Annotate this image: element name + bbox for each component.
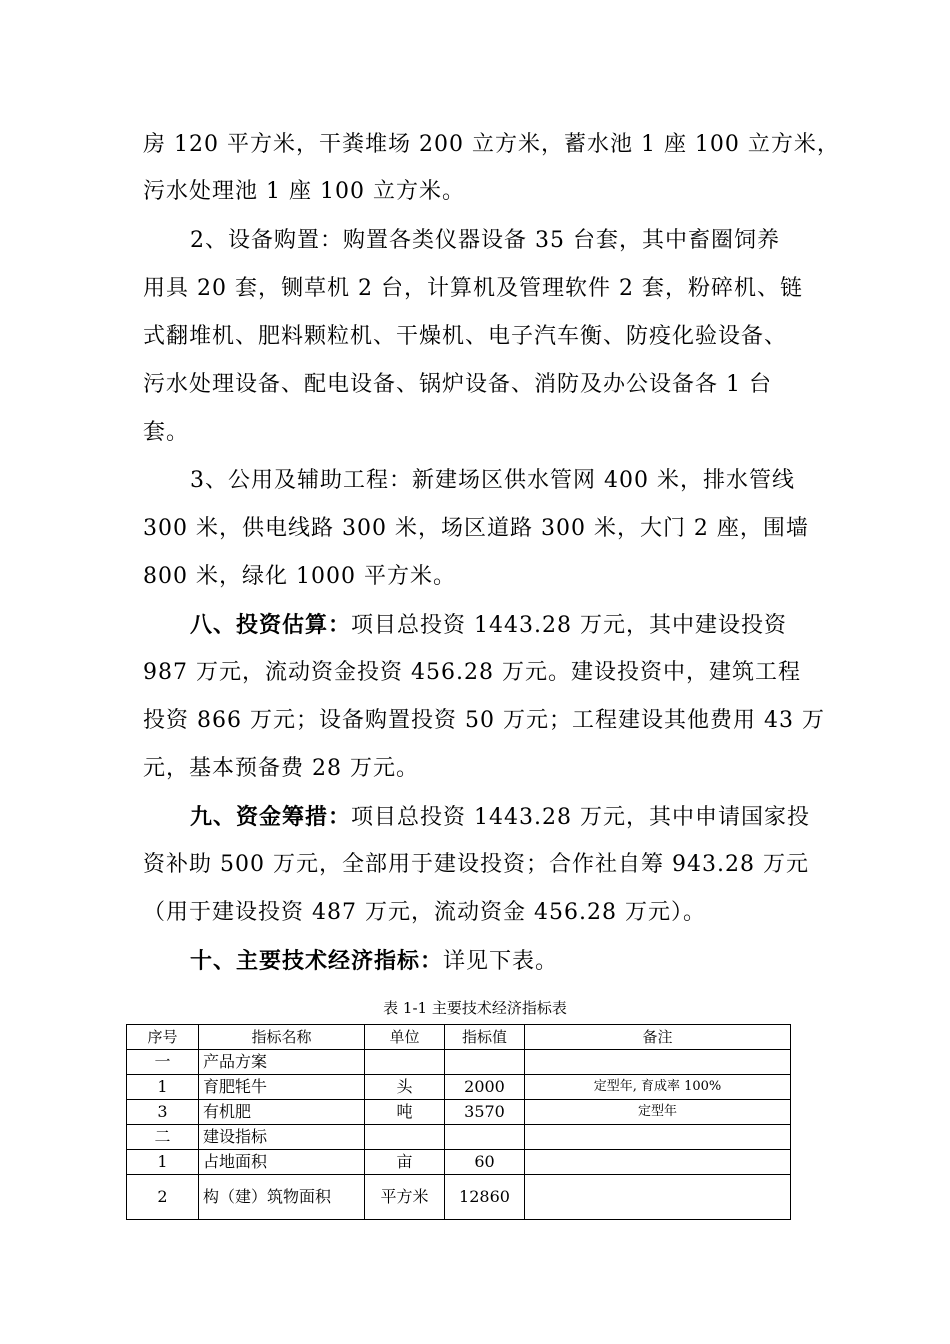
table-row bbox=[127, 1100, 791, 1125]
table-caption: 表 1-1 主要技术经济指标表 bbox=[383, 999, 567, 1017]
paragraph-line: 式翻堆机、肥料颗粒机、干燥机、电子汽车衡、防疫化验设备、 bbox=[143, 324, 788, 349]
table-cell: 1 bbox=[127, 1150, 199, 1175]
table-row bbox=[127, 1175, 791, 1220]
section-10-line bbox=[190, 946, 558, 977]
table-cell: 亩 bbox=[365, 1150, 445, 1175]
header-cell: 指标名称 bbox=[199, 1025, 365, 1050]
paragraph-line: 800 米，绿化 1000 平方米。 bbox=[143, 564, 456, 589]
table-cell bbox=[525, 1150, 791, 1175]
header-cell: 指标值 bbox=[445, 1025, 525, 1050]
paragraph-line: 资补助 500 万元，全部用于建设投资；合作社自筹 943.28 万元 bbox=[143, 852, 809, 877]
table-cell bbox=[445, 1050, 525, 1075]
table-cell: 2000 bbox=[445, 1075, 525, 1100]
table-row bbox=[127, 1150, 791, 1175]
table-cell: 60 bbox=[445, 1150, 525, 1175]
table-cell bbox=[525, 1175, 791, 1220]
table-cell bbox=[525, 1125, 791, 1150]
table-cell: 1 bbox=[127, 1075, 199, 1100]
table-cell: 2 bbox=[127, 1175, 199, 1220]
table-cell: 产品方案 bbox=[199, 1050, 365, 1075]
section-text: 项目总投资 1443.28 万元，其中建设投资 bbox=[351, 613, 787, 638]
table-cell: 3570 bbox=[445, 1100, 525, 1125]
table-cell: 12860 bbox=[445, 1175, 525, 1220]
table-row bbox=[127, 1125, 791, 1150]
paragraph-line: 污水处理池 1 座 100 立方米。 bbox=[143, 179, 465, 204]
paragraph-line: 2、设备购置：购置各类仪器设备 35 台套，其中畜圈饲养 bbox=[190, 228, 780, 253]
table-cell: 二 bbox=[127, 1125, 199, 1150]
table-row bbox=[127, 1050, 791, 1075]
table-cell bbox=[365, 1125, 445, 1150]
section-9-line bbox=[190, 802, 810, 833]
header-cell: 单位 bbox=[365, 1025, 445, 1050]
table-cell: 定型年 bbox=[525, 1100, 791, 1125]
table-cell: 头 bbox=[365, 1075, 445, 1100]
table-cell: 有机肥 bbox=[199, 1100, 365, 1125]
indicator-table bbox=[126, 1024, 791, 1220]
table-cell bbox=[525, 1050, 791, 1075]
section-text: 详见下表。 bbox=[443, 949, 559, 974]
table-cell: 构（建）筑物面积 bbox=[199, 1175, 365, 1220]
table-cell: 定型年, 育成率 100% bbox=[525, 1075, 791, 1100]
paragraph-line: 套。 bbox=[143, 420, 190, 445]
table-cell: 吨 bbox=[365, 1100, 445, 1125]
paragraph-line: 投资 866 万元；设备购置投资 50 万元；工程建设其他费用 43 万 bbox=[143, 708, 825, 733]
paragraph-line: （用于建设投资 487 万元，流动资金 456.28 万元）。 bbox=[143, 900, 706, 925]
paragraph-line: 用具 20 套，铡草机 2 台，计算机及管理软件 2 套，粉碎机、链 bbox=[143, 276, 803, 301]
table-cell bbox=[445, 1125, 525, 1150]
table-cell: 一 bbox=[127, 1050, 199, 1075]
table-row bbox=[127, 1075, 791, 1100]
section-8-line bbox=[190, 610, 787, 641]
paragraph-line: 房 120 平方米，干粪堆场 200 立方米，蓄水池 1 座 100 立方米， bbox=[143, 132, 840, 157]
paragraph-line: 3、公用及辅助工程：新建场区供水管网 400 米，排水管线 bbox=[190, 468, 795, 493]
table-cell bbox=[365, 1050, 445, 1075]
header-cell: 备注 bbox=[525, 1025, 791, 1050]
table-header-row bbox=[127, 1025, 791, 1050]
table-cell: 育肥牦牛 bbox=[199, 1075, 365, 1100]
paragraph-line: 元，基本预备费 28 万元。 bbox=[143, 756, 419, 781]
paragraph-line: 污水处理设备、配电设备、锅炉设备、消防及办公设备各 1 台 bbox=[143, 372, 772, 397]
table-cell: 建设指标 bbox=[199, 1125, 365, 1150]
table-cell: 平方米 bbox=[365, 1175, 445, 1220]
section-heading: 九、资金筹措： bbox=[190, 804, 352, 830]
table-cell: 占地面积 bbox=[199, 1150, 365, 1175]
section-heading: 八、投资估算： bbox=[190, 612, 352, 638]
header-cell: 序号 bbox=[127, 1025, 199, 1050]
paragraph-line: 300 米，供电线路 300 米，场区道路 300 米，大门 2 座，围墙 bbox=[143, 516, 809, 541]
paragraph-line: 987 万元，流动资金投资 456.28 万元。建设投资中，建筑工程 bbox=[143, 660, 801, 685]
section-heading: 十、主要技术经济指标： bbox=[190, 948, 444, 974]
table-cell: 3 bbox=[127, 1100, 199, 1125]
section-text: 项目总投资 1443.28 万元，其中申请国家投 bbox=[351, 805, 810, 830]
